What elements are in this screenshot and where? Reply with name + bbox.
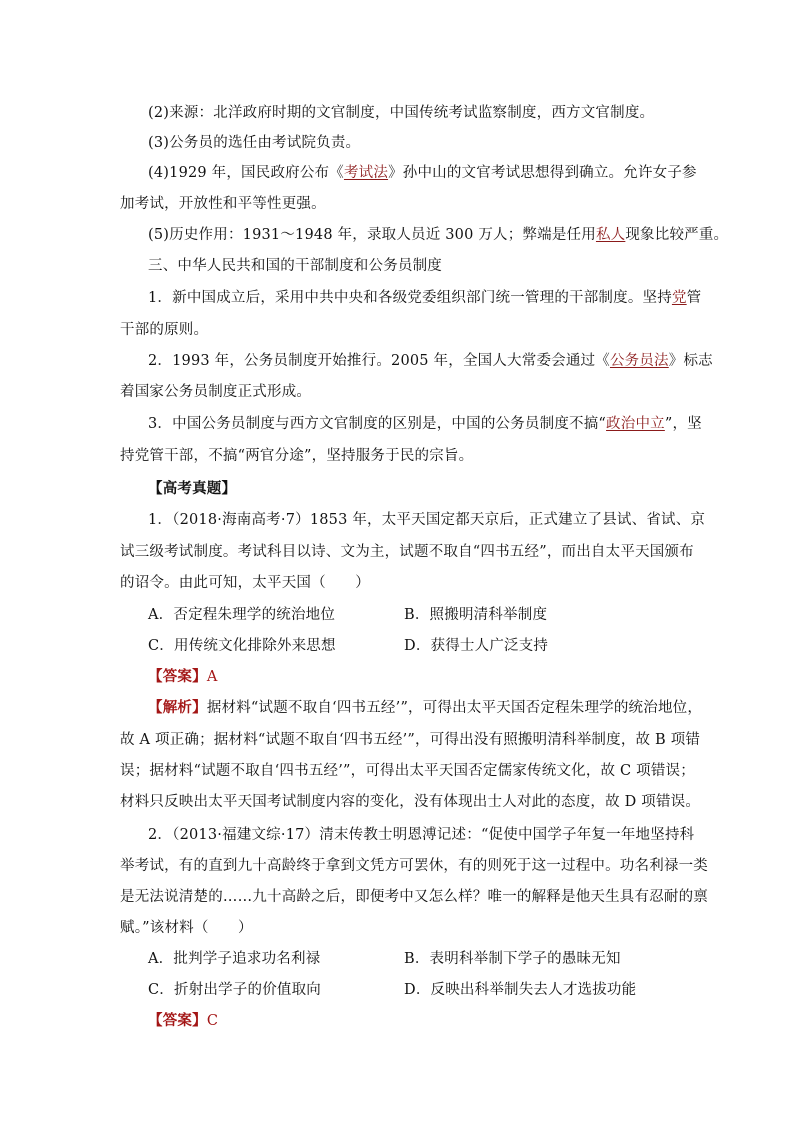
- answer-line: [148, 667, 708, 687]
- text-line: [148, 163, 708, 183]
- keyword-highlight: 党: [671, 290, 687, 306]
- text-span: 》孙中山的文官考试思想得到确立。允许女子参: [388, 165, 697, 181]
- source-text: (2)来源：北洋政府时期的文官制度，中国传统考试监察制度，西方文官制度。: [148, 105, 655, 121]
- question-2-line: [120, 918, 680, 938]
- text-span: 着国家公务员制度正式形成。: [120, 384, 312, 400]
- text-span: 3．中国公务员制度与西方文官制度的区别是，中国的公务员制度不搞“: [148, 416, 607, 432]
- text-line: [148, 103, 708, 123]
- text-line: [120, 194, 680, 214]
- answer-line: [148, 1011, 708, 1031]
- option-c: C．用传统文化排除外来思想: [148, 638, 336, 654]
- text-span: (5)历史作用：1931～1948 年，录取人员近 300 万人；弊端是任用: [148, 227, 596, 243]
- text-span: 误；据材料“试题不取自‘四书五经’”，可得出太平天国否定儒家传统文化，故 C 项错误；: [120, 763, 695, 779]
- answer-label: 【答案】: [148, 668, 207, 685]
- law-name-highlight: 公务员法: [609, 353, 669, 369]
- text-line: [148, 288, 708, 308]
- text-span: 加考试，开放性和平等性更强。: [120, 196, 326, 212]
- question-2-line: [120, 887, 708, 907]
- text-line: [148, 225, 729, 245]
- text-line: [120, 446, 680, 466]
- keyword-highlight: 政治中立: [606, 416, 665, 432]
- analysis-line: [120, 761, 695, 781]
- analysis-line: [120, 730, 701, 750]
- answer-label: 【答案】: [148, 1012, 207, 1029]
- keyword-highlight: 私人: [595, 227, 626, 243]
- text-span: 2．1993 年，公务员制度开始推行。2005 年，全国人大常委会通过《: [148, 353, 610, 369]
- text-span: 干部的原则。: [120, 322, 209, 338]
- text-span: 持党管干部，不搞“两官分途”，坚持服务于民的宗旨。: [120, 448, 474, 464]
- text-span: 是无法说清楚的……九十高龄之后，即便考中又怎么样？唯一的解释是他天生具有忍耐的禀: [120, 889, 708, 905]
- text-span: 1．新中国成立后，采用中共中央和各级党委组织部门统一管理的干部制度。坚持: [148, 290, 672, 306]
- text-span: 的诏令。由此可知，太平天国（ ）: [120, 575, 370, 591]
- answer-value: A: [206, 669, 218, 685]
- text-span: 现象比较严重。: [625, 227, 729, 243]
- option-d: D．获得士人广泛支持: [404, 638, 549, 654]
- answer-value: C: [206, 1013, 219, 1029]
- option-a: A．否定程朱理学的统治地位: [148, 607, 336, 623]
- text-span: 2．（2013·福建文综·17）清末传教士明恩溥记述：“促使中国学子年复一年地坚持科: [148, 827, 695, 843]
- law-name-highlight: 考试法: [343, 165, 389, 181]
- text-span: (4)1929 年，国民政府公布《: [148, 165, 344, 181]
- question-2-line: [120, 856, 708, 876]
- text-span: 管: [686, 290, 702, 306]
- text-span: 1．（2018·海南高考·7）1853 年，太平天国定都天京后，正式建立了县试、省试、京: [148, 512, 706, 528]
- text-span: 材料只反映出太平天国考试制度内容的变化，没有体现出士人对此的态度，故 D 项错误。: [120, 794, 701, 810]
- option-b: B．表明科举制下学子的愚昧无知: [404, 951, 621, 967]
- text-span: 故 A 项正确；据材料“试题不取自‘四书五经’”，可得出没有照搬明清科举制度，故 B 项错: [120, 732, 701, 748]
- text-span: 据材料“试题不取自‘四书五经’”，可得出太平天国否定程朱理学的统治地位，: [206, 700, 703, 716]
- option-a: A．批判学子追求功名利禄: [148, 951, 321, 967]
- text-line: [120, 382, 680, 402]
- text-span: 》标志: [668, 353, 713, 369]
- question-1-line: [120, 573, 680, 593]
- heading-text: 三、中华人民共和国的干部制度和公务员制度: [148, 258, 442, 274]
- section-label: [148, 479, 708, 499]
- text-span: 赋。”该材料（ ）: [120, 920, 253, 936]
- text-line: [148, 414, 708, 434]
- option-c: C．折射出学子的价值取向: [148, 982, 321, 998]
- text-span: 试三级考试制度。考试科目以诗、文为主，试题不取自“四书五经”，而出自太平天国颁布: [120, 544, 694, 560]
- text-span: ”，坚: [664, 416, 702, 432]
- question-1-line: [120, 542, 694, 562]
- text-line: [148, 351, 713, 371]
- text-line: [120, 320, 680, 340]
- section-label-text: 【高考真题】: [148, 480, 237, 497]
- selection-text: (3)公务员的选任由考试院负责。: [148, 135, 361, 151]
- text-line: [148, 133, 708, 153]
- question-2-line: [148, 825, 708, 845]
- section-heading: [148, 256, 708, 276]
- analysis-line: [148, 698, 708, 718]
- analysis-line: [120, 792, 701, 812]
- option-b: B．照搬明清科举制度: [404, 607, 548, 623]
- option-d: D．反映出科举制失去人才选拔功能: [404, 982, 637, 998]
- question-1-line: [148, 510, 708, 530]
- analysis-label: 【解析】: [148, 699, 207, 716]
- text-span: 举考试，有的直到九十高龄终于拿到文凭方可罢休，有的则死于这一过程中。功名利禄一类: [120, 858, 708, 874]
